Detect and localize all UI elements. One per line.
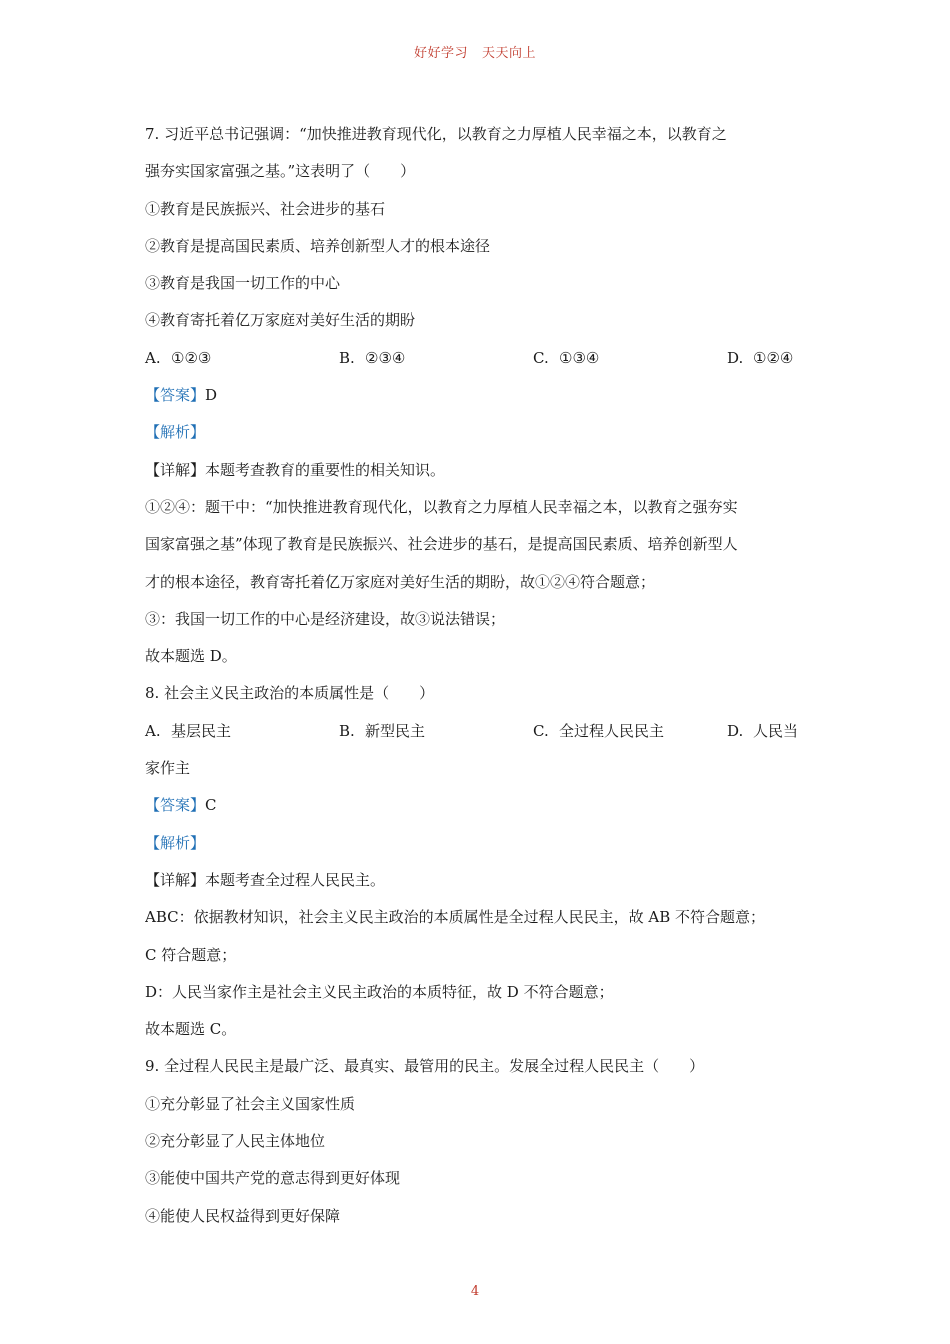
q7-item-1: ①教育是民族振兴、社会进步的基石: [145, 199, 386, 218]
q8-answer-value: C: [205, 796, 217, 815]
q7-option-b: B. ②③④: [339, 348, 406, 367]
q7-item-4: ④教育寄托着亿万家庭对美好生活的期盼: [145, 311, 416, 330]
q8-explain-line-3: D：人民当家作主是社会主义民主政治的本质特征，故 D 不符合题意；: [145, 982, 614, 1001]
q7-stem-line-1: 7. 习近平总书记强调：“加快推进教育现代化，以教育之力厚植人民幸福之本，以教育之: [145, 125, 727, 143]
q7-explain-line-2: 国家富强之基”体现了教育是民族振兴、社会进步的基石，是提高国民素质、培养创新型人: [145, 535, 738, 554]
q7-option-a: A. ①②③: [145, 348, 212, 367]
q7-item-3: ③教育是我国一切工作的中心: [145, 274, 341, 293]
q8-option-d: D. 人民当: [727, 721, 799, 740]
q7-stem-line-2: 强夯实国家富强之基。”这表明了（ ）: [145, 162, 416, 181]
q8-option-a: A. 基层民主: [145, 721, 232, 740]
q9-item-2: ②充分彰显了人民主体地位: [145, 1132, 326, 1151]
q7-answer: [145, 377, 810, 414]
q7-explain-line-4: ③：我国一切工作的中心是经济建设，故③说法错误；: [145, 609, 506, 628]
q7-detail-intro: 本题考查教育的重要性的相关知识。: [205, 460, 446, 479]
q8-analysis: [145, 825, 810, 862]
q8-option-b: B. 新型民主: [339, 721, 426, 740]
q7-detail: [145, 452, 810, 489]
q8-detail: [145, 862, 810, 899]
q8-explain-line-2: C 符合题意；: [145, 945, 237, 964]
q7-answer-value: D: [205, 386, 218, 405]
q7-option-c: C. ①③④: [533, 348, 600, 367]
header-motto-left: 好好学习: [413, 46, 468, 61]
q8-explain-line-1: ABC：依据教材知识，社会主义民主政治的本质属性是全过程人民民主，故 AB 不符合题意；: [145, 908, 766, 927]
q7-item-2: ②教育是提高国民素质、培养创新型人才的根本途径: [145, 236, 491, 255]
q9-item-4: ④能使人民权益得到更好保障: [145, 1206, 341, 1225]
q8-option-d-wrap: 家作主: [145, 759, 191, 778]
q8-options: [145, 713, 810, 750]
q7-analysis-tag: 【解析】: [145, 423, 206, 442]
q8-detail-intro: 本题考查全过程人民民主。: [205, 870, 386, 889]
q8-analysis-tag: 【解析】: [145, 833, 206, 852]
q7-analysis: [145, 414, 810, 451]
q7-detail-tag: 【详解】: [145, 460, 206, 479]
q8-detail-tag: 【详解】: [145, 870, 206, 889]
q8-answer: [145, 787, 810, 824]
page-number: 4: [470, 1284, 480, 1299]
q9-item-1: ①充分彰显了社会主义国家性质: [145, 1094, 356, 1113]
page-header: [0, 42, 950, 61]
q7-explain-line-3: 才的根本途径，教育寄托着亿万家庭对美好生活的期盼，故①②④符合题意；: [145, 572, 656, 591]
header-motto-right: 天天向上: [482, 46, 537, 61]
q9-item-3: ③能使中国共产党的意志得到更好体现: [145, 1169, 401, 1188]
q9-stem: 9. 全过程人民民主是最广泛、最真实、最管用的民主。发展全过程人民民主（ ）: [145, 1057, 705, 1076]
q7-options: [145, 340, 810, 377]
q8-option-c: C. 全过程人民民主: [533, 721, 665, 740]
q7-option-d: D. ①②④: [727, 348, 794, 367]
document-body: [145, 116, 810, 1235]
q8-conclusion: 故本题选 C。: [145, 1020, 237, 1039]
q7-answer-tag: 【答案】: [145, 386, 206, 405]
q7-conclusion: 故本题选 D。: [145, 647, 237, 666]
q7-explain-line-1: ①②④：题干中：“加快推进教育现代化，以教育之力厚植人民幸福之本，以教育之强夯实: [145, 497, 738, 516]
q8-answer-tag: 【答案】: [145, 796, 206, 815]
q8-stem: 8. 社会主义民主政治的本质属性是（ ）: [145, 684, 435, 703]
